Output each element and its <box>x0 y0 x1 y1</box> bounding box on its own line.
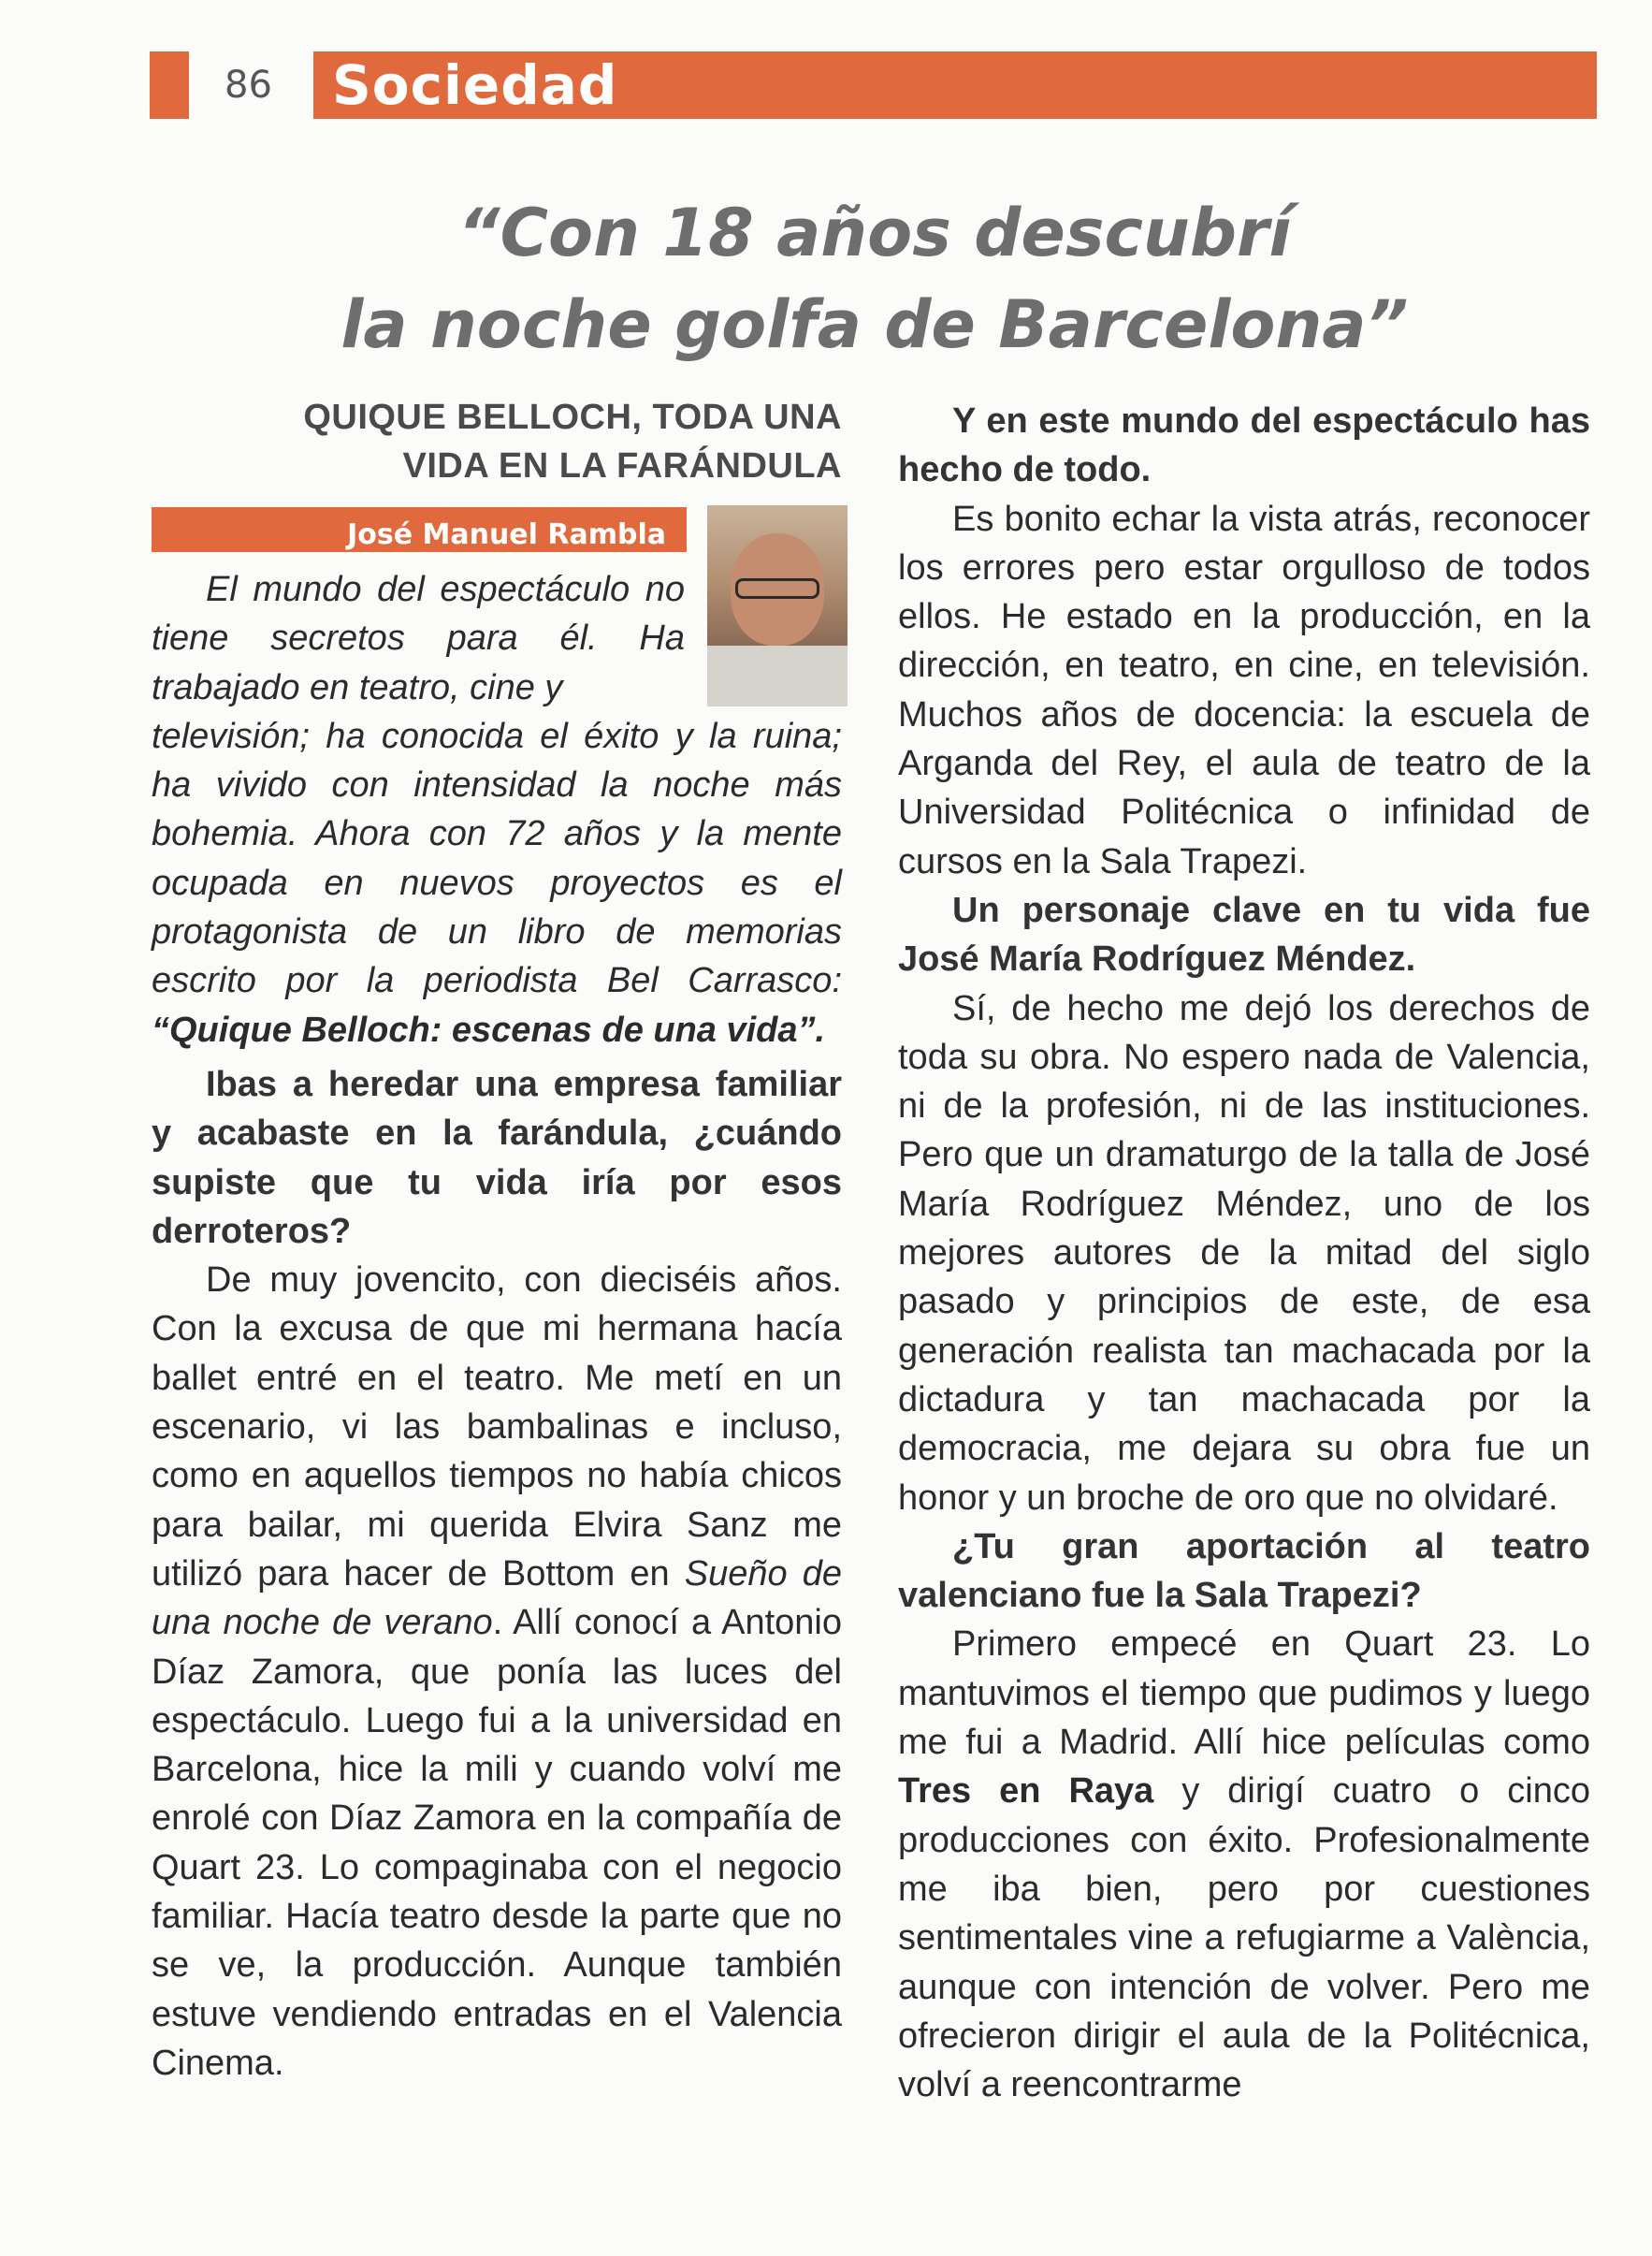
answer-4: Primero empecé en Quart 23. Lo mantuvimos el tiempo que pudimos y luego me fui a Madrid. Allí hice películas como Tres en Raya y dirigí cuatro o cinco producciones con éxito. Profesionalmente me iba bien, pero por cuestiones sentimentales vine a refugiarme a València, aunque con intención de volver. Pero me ofrecieron dirigir el aula de la Politécnica, volví a reencontrarme <box>898 1624 1591 2105</box>
right-column <box>898 397 1590 2109</box>
section-bar <box>313 51 1597 119</box>
question-1: Ibas a heredar una empresa familiar y acabaste en la farándula, ¿cuándo supiste que tu vida iría por esos derroteros? <box>152 1064 842 1251</box>
kicker-line-2: VIDA EN LA FARÁNDULA <box>402 446 842 486</box>
headline-line-1: “Con 18 años descubrí <box>457 195 1292 271</box>
header-accent-block <box>150 51 189 119</box>
answer-2: Es bonito echar la vista atrás, reconocer los errores pero estar orgulloso de todos ellos. He estado en la producción, en la dirección, en teatro, en cine, en televisión. Muchos años de docencia: la escuela de Arganda del Rey, el aula de teatro de la Universidad Politécnica o infinidad de cursos en la Sala Trapezi. <box>898 499 1590 881</box>
headline-line-2: la noche golfa de Barcelona” <box>341 286 1409 363</box>
intro-paragraph <box>152 565 842 1055</box>
left-column <box>152 393 842 2088</box>
book-title: “Quique Belloch: escenas de una vida”. <box>152 1010 826 1050</box>
question-4: ¿Tu gran aportación al teatro valenciano fue la Sala Trapezi? <box>898 1526 1590 1616</box>
question-3: Un personaje clave en tu vida fue José María Rodríguez Méndez. <box>898 890 1590 980</box>
film-title: Tres en Raya <box>898 1771 1154 1812</box>
play-title: Sueño de una noche de verano <box>152 1553 842 1643</box>
kicker <box>152 393 842 490</box>
page-number: 86 <box>225 64 272 107</box>
answer-3: Sí, de hecho me dejó los derechos de toda su obra. No espero nada de Valencia, ni de la profesión, ni de las instituciones. Pero que un dramaturgo de la talla de José María Rodríguez Méndez, uno de los mejores autores de la mitad del siglo pasado y principios de este, de esa generación realista tan machacada por la dictadura y tan machacada por la democracia, me dejara su obra fue un honor y un broche de oro que no olvidaré. <box>898 988 1590 1518</box>
intro-part-2: televisión; ha conocida el éxito y la ruina; ha vivido con intensidad la noche más bohemia. Ahora con 72 años y la mente ocupada en nuevos proyectos es el protagonista de un libro de memorias escrito por la periodista Bel Carrasco: <box>152 716 842 1001</box>
byline: José Manuel Rambla <box>347 518 666 551</box>
byline-bar <box>152 507 687 552</box>
headline <box>150 187 1600 371</box>
question-2: Y en este mundo del espectáculo has hecho de todo. <box>898 401 1590 490</box>
answer-1: De muy jovencito, con dieciséis años. Con la excusa de que mi hermana hacía ballet entré en el teatro. Me metí en un escenario, vi las bambalinas e incluso, como en aquellos tiempos no había chicos para bailar, mi querida Elvira Sanz me utilizó para hacer de Bottom en Sueño de una noche de verano. Allí conocí a Antonio Díaz Zamora, que ponía las luces del espectáculo. Luego fui a la universidad en Barcelona, hice la mili y cuando volví me enrolé con Díaz Zamora en la compañía de Quart 23. Lo compaginaba con el negocio familiar. Hacía teatro desde la parte que no se ve, la producción. Aunque también estuve vendiendo entradas en el Valencia Cinema. <box>152 1260 842 2083</box>
byline-row <box>152 500 842 593</box>
intro-part-1: El mundo del espectáculo no tiene secretos para él. Ha trabajado en teatro, cine y <box>152 570 685 707</box>
kicker-line-1: QUIQUE BELLOCH, TODA UNA <box>303 398 842 437</box>
section-label: Sociedad <box>332 53 618 117</box>
